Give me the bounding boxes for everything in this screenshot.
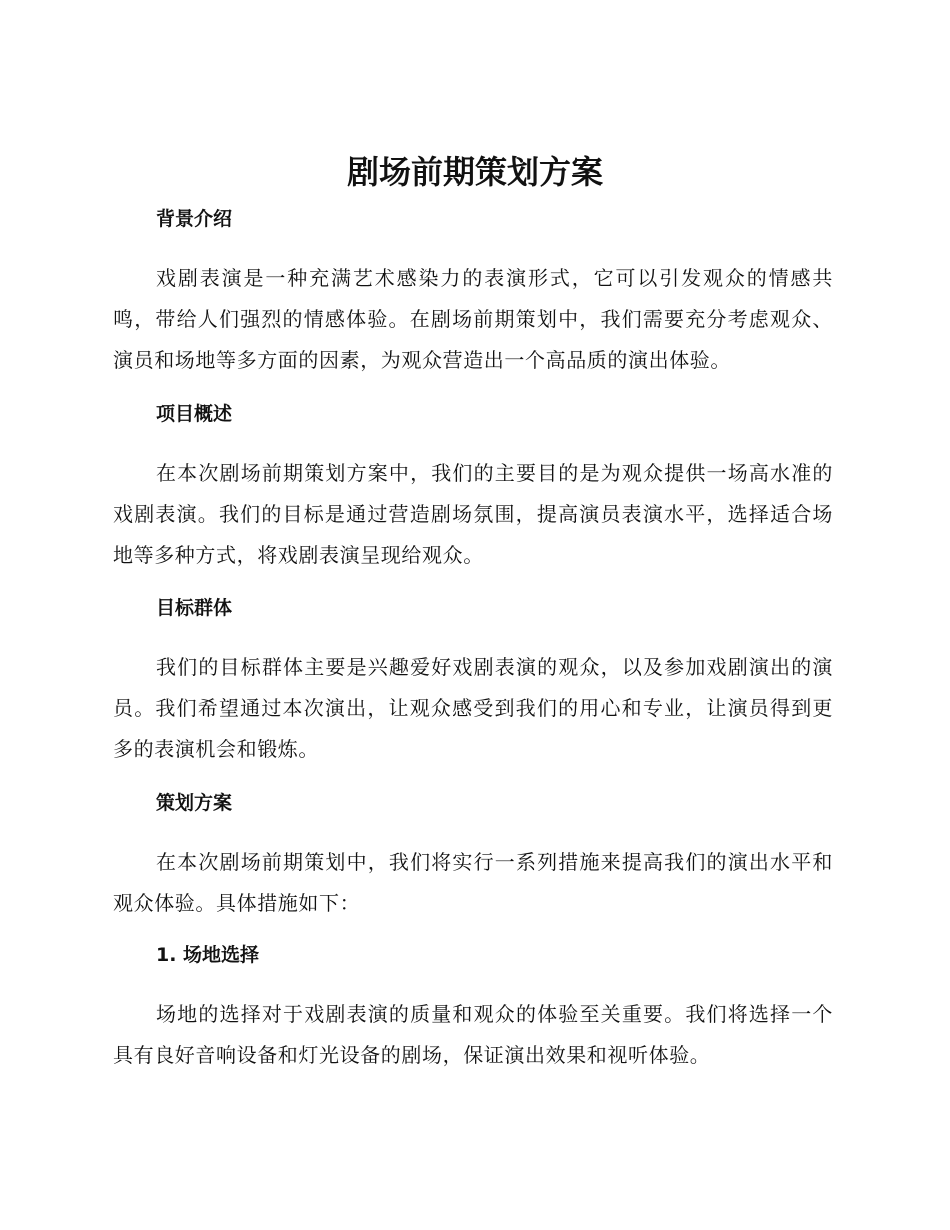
- section-paragraph: 在本次剧场前期策划方案中，我们的主要目的是为观众提供一场高水准的戏剧表演。我们的目标是通过营造剧场氛围，提高演员表演水平，选择适合场地等多种方式，将戏剧表演呈现给观众。: [113, 461, 833, 567]
- section-heading: 背景介绍: [156, 208, 233, 230]
- section-heading: 目标群体: [156, 597, 233, 619]
- section-heading: 项目概述: [156, 403, 233, 425]
- section-target-audience: [113, 593, 833, 770]
- section-paragraph: 我们的目标群体主要是兴趣爱好戏剧表演的观众，以及参加戏剧演出的演员。我们希望通过本次演出，让观众感受到我们的用心和专业，让演员得到更多的表演机会和锻炼。: [113, 655, 833, 761]
- section-venue-selection: [113, 940, 833, 1076]
- section-heading: 策划方案: [156, 792, 233, 814]
- page-title: 剧场前期策划方案: [346, 153, 603, 191]
- section-paragraph: 在本次剧场前期策划中，我们将实行一系列措施来提高我们的演出水平和观众体验。具体措施如下：: [113, 850, 833, 915]
- section-overview: [113, 399, 833, 576]
- section-background: [113, 204, 833, 381]
- section-plan: [113, 788, 833, 924]
- section-heading: 1. 场地选择: [156, 944, 260, 966]
- section-paragraph: 场地的选择对于戏剧表演的质量和观众的体验至关重要。我们将选择一个具有良好音响设备和灯光设备的剧场，保证演出效果和视听体验。: [113, 1002, 833, 1067]
- section-paragraph: 戏剧表演是一种充满艺术感染力的表演形式，它可以引发观众的情感共鸣，带给人们强烈的情感体验。在剧场前期策划中，我们需要充分考虑观众、演员和场地等多方面的因素，为观众营造出一个高品质的演出体验。: [113, 266, 833, 372]
